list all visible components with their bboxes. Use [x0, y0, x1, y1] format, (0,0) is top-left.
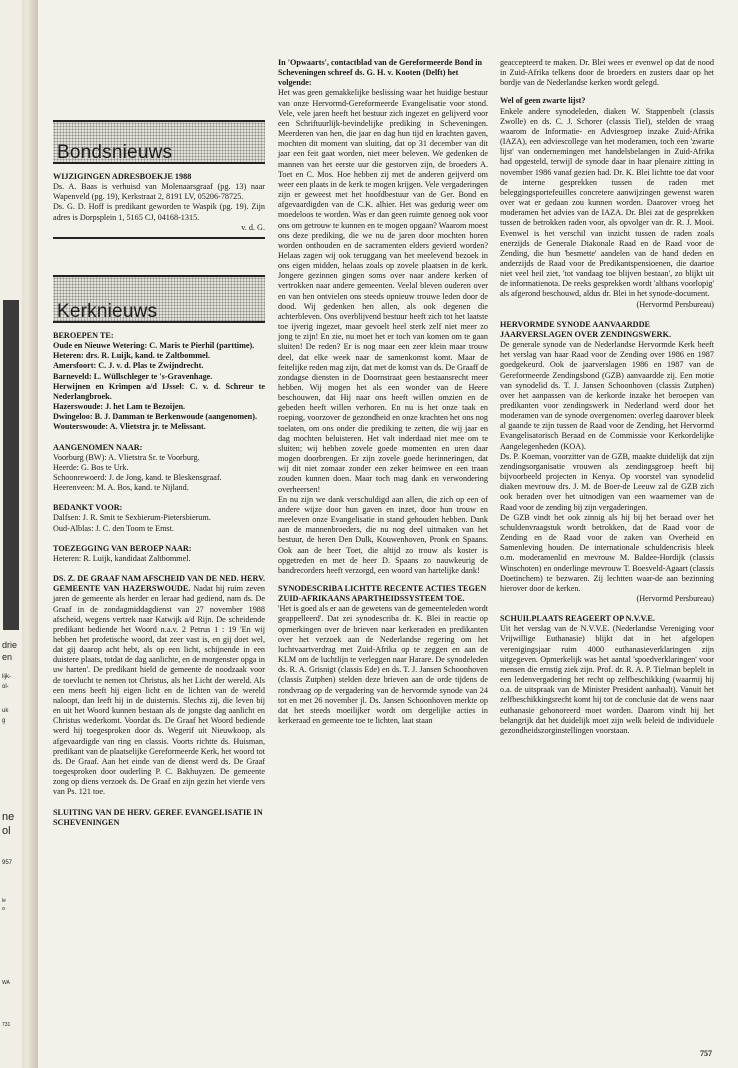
paragraph: Ds. G. D. Hoff is predikant geworden te Waspik (pg. 19). Zijn adres is Dorpsplein 1, 5165 CJ, 04168-1315.: [53, 202, 265, 222]
list-item: Dwingeloo: B. J. Damman te Berkenwoude (aangenomen).: [53, 412, 257, 422]
kerknieuws-title: Kerknieuws: [57, 300, 158, 322]
spine-fragment: o: [2, 906, 5, 912]
section-heading: BEDANKT VOOR:: [53, 503, 123, 513]
spine-fragment: ol: [2, 826, 11, 837]
list-item: Oud-Alblas: J. C. den Toom te Emst.: [53, 523, 174, 533]
spine-fragment: drie: [2, 640, 18, 650]
paragraph: geaccepteerd te maken. Dr. Blei wees er evenwel op dat de nood in Zuid-Afrika telkens door de broeders en zusters daar op het bordje van de Nederlandse kerken wordt gelegd.: [500, 58, 714, 88]
paragraph: Het was geen gemakkelijke beslissing waar het huidige bestuur van onze Hervormd-Gereformeerde Evangelisatie voor stond. Vele, vele jaren heeft het bestuur zich ingezet en gelijverd voor een Schriftuurlijk-bevindelijke prediking in Scheveningen. Meerderen van hen, die jaar en dag hun tijd en krachten gaven, mochten dit moment van sluiting, dat op 31 december van dit jaar een feit gaat worden, niet meer beleven. We gedenken de mannen van het eerste uur die gestorven zijn, de broeders A. Toet en C. Mos. Hoe hebben zij met de anderen geijverd om weer een plaats in de kerk te mogen krijgen. Vele vergaderingen zijn er geweest met het hoofdbestuur van de Ger. Bond en afgevaardigden van de C.K. alhier. Het was gedurig weer om moedeloos te worden. Was er dan geen ruimte genoeg ook voor ons om getrouw te kunnen en te mogen opgaan? Waarom moest ons deze prediking, die we nu de jaren door mochten horen worden onthouden en de sacramenten elders gevierd worden? Helaas zagen wij ook teruggang van het meelevend bezoek in ons eigen midden, helaas zoals op zovele plaatsen in de kerk. Jongere gezinnen gingen soms over naar andere kerken of vertrokken naar andere gemeenten. Veelal bleven ouderen over en van hen ontvielen ons steeds opnieuw trouwe leden door de dood. Wij gedenken hen allen, als ook degenen die achterbleven. Ons overblijvend bestuur heeft zich tot het laatste toe ijverig ingezet, maar gevoelt heel sterk zelf niet meer zo jong te zijn! En zie, nu moet het er toch van komen om te gaan sluiten! De reden? Er is nog maar een zeer klein maar trouw deel, dat elke week naar de samenkomst komt. Maar de feitelijke reden mag zijn, dat met de komst van ds. De Graaff de zondagse diensten in de Doornstraat geen bestaansrecht meer hebben. Wij mogen het als een wonder van de Heere beschouwen, dat Hij naar ons heeft willen omzien en de gebeden heeft willen verhoren. En nu is het onze taak en roeping, voorzover de gezondheid en onze krachten het ons nog toelaten, om ons onder die prediking te zetten, die wij jaar en dag mochten beluisteren. Het valt inderdaad niet mee om te sluiten; wij hebben zovele goede momenten en uren daar mogen doorbrengen. Er zijn zovele goede herinneringen, dat wij dit niet zomaar zonder een zeker heimwee en een traan zouden kunnen doen. Maar toch mag dank en verwondering overheersen!: [278, 88, 488, 494]
article-heading: SYNODESCRIBA LICHTTE RECENTE ACTIES TEGEN ZUID-AFRIKAANS APARTHEIDSSYSTEEM TOE.: [278, 583, 487, 604]
article-text: Nadat hij ruim zeven jaren de gemeente als herder en leraar had gediend, nam ds. De Graaf in de zondagmiddagdienst van 27 november 1988 afscheid, wegens vertrek naar Katwijk a/d Rijn. De scheidende predikant bediende het Woord n.a.v. 2 Petrus 1 : 19 'En wij hebben het profetische woord, dat zeer vast is, en gij doet wel, dat gij daarop acht hebt, als op een licht, schijnende in een duistere plaats, totdat de dag aanlichte, en de morgenster opga in uw harten'. De predikant hield de gemeente de noodzaak voor de toevlucht te nemen tot Christus, als het Licht der wereld. Als een mens heeft hij eigen licht en de lichten van de wereld naloopt, dan leeft hij in de duisternis. Slechts zij, die leven bij en uit het Woord kunnen bestaan als de jongste dag aanlicht en Christus wederkomt. Voordat ds. De Graaf het Woord bediende werd hij toegesproken door ds. Wegerif uit Nieuwkoop, als afgevaardigde van ring en classis. Voorts richtte ds. Huisman, predikant van de plaatselijke Gereformeerde Kerk, het woord tot ds. De Graaf. Aan het einde van de dienst werd ds. De Graaf toegesproken door ouderling P. C. Bakhuyzen. De gemeente zong op diens verzoek ds. De Graaf en zijn gezin het vierde vers van Ps. 121 toe.: [53, 584, 266, 797]
spine-fragment: lijk-: [2, 674, 11, 680]
spine-fragment: ol-: [2, 684, 9, 690]
spine-fragment: WA: [2, 980, 10, 986]
section-heading: AANGENOMEN NAAR:: [53, 442, 143, 452]
section-heading: BEROEPEN TE:: [53, 330, 114, 340]
section-heading: TOEZEGGING VAN BEROEP NAAR:: [53, 543, 192, 553]
paragraph: [53, 574, 265, 797]
list-item: Voorburg (BW): A. Vlietstra Sr. te Voorburg.: [53, 452, 200, 462]
list-item: Heerde: G. Bos te Urk.: [53, 462, 129, 472]
list-item: Oude en Nieuwe Wetering: C. Maris te Pierhil (parttime).: [53, 341, 255, 351]
spine-fragment: 731: [2, 1022, 11, 1028]
list-item: Wouterswoude: A. Vlietstra jr. te Melissant.: [53, 422, 206, 432]
source-credit: (Hervormd Persbureau): [636, 299, 714, 309]
list-item: Herwijnen en Krimpen a/d IJssel: C. v. d. Schreur te Nederlangbroek.: [53, 381, 265, 401]
article-heading: DS. Z. DE GRAAF NAM AFSCHEID VAN DE NED. HERV. GEMEENTE VAN HAZERSWOUDE.: [53, 574, 265, 594]
paragraph: Enkele andere synodeleden, diaken W. Stappenbelt (classis Zwolle) en ds. C. J. Schorer (classis Tiel), stelden de vraag waarom de Informatie- en Adviesgroep inzake Zuid-Afrika (IAZA), een adviescollege van het moderamen, toch een 'zwarte lijst' van ondernemingen met handelsbelangen in Zuid-Afrika had opgesteld, terwijl de synode daar in haar plenaire zitting in november 1986 vanaf gezien had. Dr. K. Blei lichtte toe dat voor de interne gesprekken tussen de raden met beleggingsportefeuilles concretere aanwijzingen gewenst waren over wat er gedaan zou kunnen worden. Daarover vroeg het moderamen het advies van de IAZA. Dr. Blei zat de gesprekken tussen de betrokken raden voor, als opvolger van dr. R. J. Mooi. Evenwel is het verschil van inzicht tussen de raden zoals enerzijds de Generale Diakonale Raad en de Raad voor de Zending, die hun 'besmette' aandelen van de hand deden en anderzijds de Raad voor de Predikantspensioenen, die daartoe niet veel heil ziet, 'tot vandaag toe blijven bestaan', zo blijkt uit de informatienota. De reeks gesprekken wordt 'althans voorlopig' als afgerond beschouwd, aldus dr. Blei in het synode-document.: [500, 106, 714, 299]
magazine-page: [38, 0, 738, 1068]
paragraph: Uit het verslag van de N.V.V.E. (Nederlandse Vereniging voor Vrijwillige Euthanasie) blijkt dat in het afgelopen verenigingsjaar ruim 4000 euthanasieverklaringen zijn uitgegeven. Opmerkelijk was het aantal 'spoedverklaringen' voor mensen die ernstig ziek zijn. Prof. dr. R. A. P. Tielman beplelt in een ledenvergadering het recht op zelfbeschikking (waarmij hij o.a. de uitspraak van de Minister President aanhaalt). Vanuit het zelfbeschikkingsrecht komt hij tot de conclusie dat de wens naar euthanasie gehonoreerd moet worden. Daarom vindt hij het belangrijk dat het duidelijk moet zijn welk beleid de individuele gezondheidszorginstellingen voorstaan.: [500, 624, 714, 735]
spine-fragment: le: [2, 898, 6, 904]
list-item: Heerenveen: M. A. Bos, kand. te Nijland.: [53, 483, 189, 493]
previous-page-edge: [0, 0, 38, 1068]
paragraph: De GZB vindt het ook zinnig als hij bij het beraad over het schuldenvraagstuk wordt betrokken, dat de Raad voor de Zending en de Raad voor de zaken van Overheid en Samenleving houden. De internationale schuldencrisis bleek o.m. moderamenlid en mevrouw M. Baldee-Hordijk (classis Winschoten) en onderlinge mevrouw T. Boesveld-Agaart (classis Doetinchem) te bezwaren. Zij lechtten waar-de aan bezinning hierover door de kerken.: [500, 512, 714, 593]
paragraph: De generale synode van de Nederlandse Hervormde Kerk heeft het verslag van haar Raad voor de Zending over 1986 en 1987 goedgekeurd. Ook de jaarverslagen 1986 en 1987 van de Gereformeerde Zendingsbond (GZB) aanvaardde zij. Een motie van synodelid ds. T. J. Jansen Schoonhoven (classis Zutphen) over het aanpassen van de kerkorde inzake het beroepen van predikanten voor zendingswerk in Nederland werd door het moderamen van de synode overgenomen: overleg daarover bleek al gaande te zijn tussen de Raad voor de Zending, het Hervormd Evangelisatorisch Beraad en de Commissie voor Kerkordelijke Aangelegenheden (KOA).: [500, 340, 714, 451]
kerknieuws-banner: [53, 275, 265, 323]
signature: v. d. G.: [241, 222, 265, 232]
spine-fragment: uk: [2, 708, 9, 714]
list-item: Hazerswoude: J. het Lam te Bezoijen.: [53, 402, 186, 412]
list-item: Dalfsen: J. R. Smit te Sexbierum-Pietersbierum.: [53, 513, 211, 523]
list-item: Schoonrewoerd: J. de Jong, kand. te Bleskensgraaf.: [53, 472, 222, 482]
paragraph: En nu zijn we dank verschuldigd aan allen, die zich op een of andere wijze door hun gaven en inzet, door hun trouw en meeleven onze Evangelisatie in stand gehouden hebben. Dank aan de mannenbroeders, die nu nog deel uitmaken van het bestuur, de heren Den Dulk, Kouwenhoven, Pronk en Spaans. Ook aan de heer Toet, die altijd zo trouw als koster is opgetreden en met de heer D. Spaans zo nauwkeurig de bandrecorders heeft verzorgd, een woord van hartelijke dank!: [278, 494, 488, 575]
paragraph: Ds. P. Koeman, voorzitter van de GZB, maakte duidelijk dat zijn zendingsorganisatie vrouwen als zendingsgroep heeft bij bijvoorbeeld projecten in Kenya. Op voorstel van synodelid diaken mevrouw drs. J. M. de Boer-de Leeuw zal de GZB zich ook beraden over het uitnodigen van een waarnemer van de Raad voor de zending bij zijn vergaderingen.: [500, 451, 714, 512]
paragraph: 'Het is goed als er aan de gewetens van de gemeenteleden wordt geappelleerd'. Dat zei synodescriba dr. K. Blei in reactie op opmerkingen over de brieven naar kerkeraden en predikanten over het verzoek aan de Nederlandse regering om het luchtvaartverdrag met Zuid-Afrika op te zeggen en aan de KLM om de luchtlijn te verleggen naar Harare. De synodeleden ds. R. A. Grisnigt (classis Ede) en ds. T. J. Jansen Schoonhoven (classis Zutphen) stelden deze brieven aan de orde tijdens de rondvraag op de vergadering van de hervormde synode van 24 tot en met 26 november jl. Ds. Jansen Schoonhoven merkte op dat het steeds moeilijker wordt om dergelijke acties in kerkeraad en gemeente toe te lichten, laat staan: [278, 604, 488, 725]
bondsnieuws-banner: [53, 120, 265, 164]
article-heading: HERVORMDE SYNODE AANVAARDDE JAARVERSLAGEN OVER ZENDINGSWERK.: [500, 319, 671, 339]
list-item: Barneveld: L. Wüllschleger te 's-Gravenhage.: [53, 371, 213, 381]
article-heading: SCHUILPLAATS REAGEERT OP N.V.V.E.: [500, 614, 655, 624]
list-item: Heteren: R. Luijk, kandidaat Zaltbommel.: [53, 553, 191, 563]
previous-page-dark-band: [3, 300, 19, 630]
divider: [53, 237, 265, 239]
paragraph: Ds. A. Baas is verhuisd van Molenaarsgraaf (pg. 13) naar Wapenveld (pg. 19), Kerkstraat 2, 8191 LV, 05206-78725.: [53, 182, 265, 202]
subheading: Wel of geen zwarte lijst?: [500, 96, 586, 106]
spine-fragment: en: [2, 652, 13, 662]
spine-fragment: ne: [2, 812, 15, 823]
column-right: [500, 58, 714, 736]
source-credit: (Hervormd Persbureau): [636, 593, 714, 603]
article-heading: In 'Opwaarts', contactblad van de Gereformeerde Bond in Scheveningen schreef ds. G. H. v. Kooten (Delft) het volgende:: [278, 58, 483, 88]
bondsnieuws-title: Bondsnieuws: [57, 141, 173, 163]
spine-fragment: g: [2, 718, 6, 724]
page-number: 757: [700, 1049, 712, 1058]
section-heading: WIJZIGINGEN ADRESBOEKJE 1988: [53, 172, 192, 181]
list-item: Amersfoort: C. J. v. d. Plas te Zwijndrecht.: [53, 361, 204, 371]
column-middle: [278, 58, 488, 726]
column-left: [53, 58, 265, 828]
spine-fragment: 957: [2, 860, 13, 866]
section-heading: SLUITING VAN DE HERV. GEREF. EVANGELISATIE IN SCHEVENINGEN: [53, 807, 263, 827]
list-item: Heteren: drs. R. Luijk, kand. te Zaltbommel.: [53, 351, 211, 361]
